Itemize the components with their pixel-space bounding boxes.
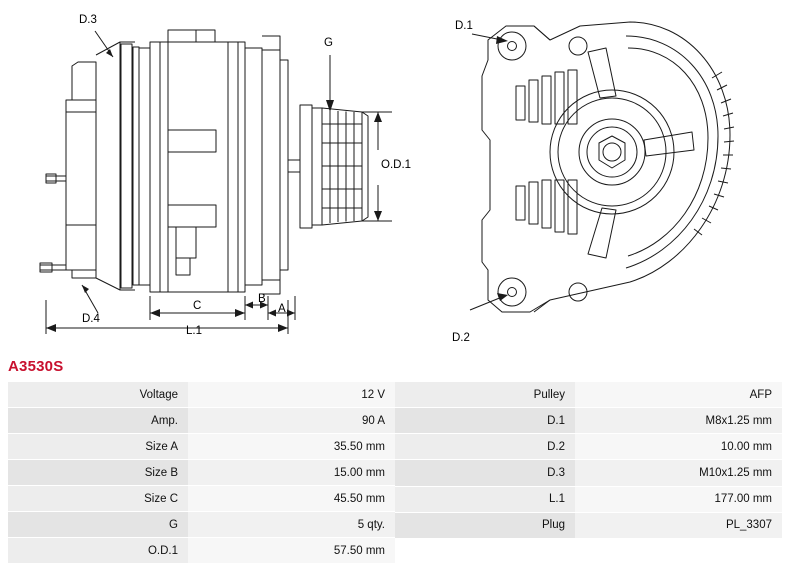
table-row bbox=[8, 538, 395, 564]
table-row bbox=[8, 512, 395, 538]
label-od1: O.D.1 bbox=[381, 159, 412, 171]
label-d4: D.4 bbox=[82, 313, 100, 325]
spec-value: M8x1.25 mm bbox=[575, 408, 782, 434]
label-d3: D.3 bbox=[79, 14, 97, 26]
spec-value: 5 qty. bbox=[188, 512, 395, 538]
table-row bbox=[395, 512, 782, 538]
spec-label: Voltage bbox=[8, 382, 188, 408]
spec-value: AFP bbox=[575, 382, 782, 408]
spec-tables bbox=[8, 382, 782, 564]
spec-label: Size A bbox=[8, 434, 188, 460]
spec-value: 45.50 mm bbox=[188, 486, 395, 512]
spec-label: D.1 bbox=[395, 408, 575, 434]
spec-value: 90 A bbox=[188, 408, 395, 434]
table-row bbox=[395, 434, 782, 460]
spec-value: 35.50 mm bbox=[188, 434, 395, 460]
table-row bbox=[395, 486, 782, 512]
label-a: A bbox=[278, 303, 286, 315]
label-b: B bbox=[258, 293, 266, 305]
spec-label: Pulley bbox=[395, 382, 575, 408]
spec-value: 10.00 mm bbox=[575, 434, 782, 460]
spec-value: 177.00 mm bbox=[575, 486, 782, 512]
spec-label: Size C bbox=[8, 486, 188, 512]
table-row bbox=[8, 460, 395, 486]
label-c: C bbox=[193, 300, 202, 312]
table-row bbox=[8, 434, 395, 460]
spec-label: Amp. bbox=[8, 408, 188, 434]
label-d2: D.2 bbox=[452, 332, 470, 344]
spec-value: 57.50 mm bbox=[188, 538, 395, 564]
spec-value: PL_3307 bbox=[575, 512, 782, 538]
spec-label: Plug bbox=[395, 512, 575, 538]
alternator-side-view-drawing bbox=[0, 0, 420, 348]
table-row-empty bbox=[395, 538, 782, 564]
table-row bbox=[8, 408, 395, 434]
table-row bbox=[395, 382, 782, 408]
label-d1: D.1 bbox=[455, 20, 473, 32]
table-row bbox=[8, 486, 395, 512]
spec-label: D.2 bbox=[395, 434, 575, 460]
spec-table-left bbox=[8, 382, 395, 564]
table-row bbox=[8, 382, 395, 408]
label-g: G bbox=[324, 37, 333, 49]
label-l1: L.1 bbox=[186, 325, 202, 337]
spec-value: 15.00 mm bbox=[188, 460, 395, 486]
table-row bbox=[395, 460, 782, 486]
spec-value: M10x1.25 mm bbox=[575, 460, 782, 486]
spec-label: O.D.1 bbox=[8, 538, 188, 564]
alternator-front-view-drawing bbox=[430, 0, 780, 348]
spec-value: 12 V bbox=[188, 382, 395, 408]
spec-label: L.1 bbox=[395, 486, 575, 512]
spec-label: D.3 bbox=[395, 460, 575, 486]
part-number: A3530S bbox=[8, 358, 64, 375]
spec-label: Size B bbox=[8, 460, 188, 486]
table-row bbox=[395, 408, 782, 434]
spec-label: G bbox=[8, 512, 188, 538]
spec-table-right bbox=[395, 382, 782, 564]
